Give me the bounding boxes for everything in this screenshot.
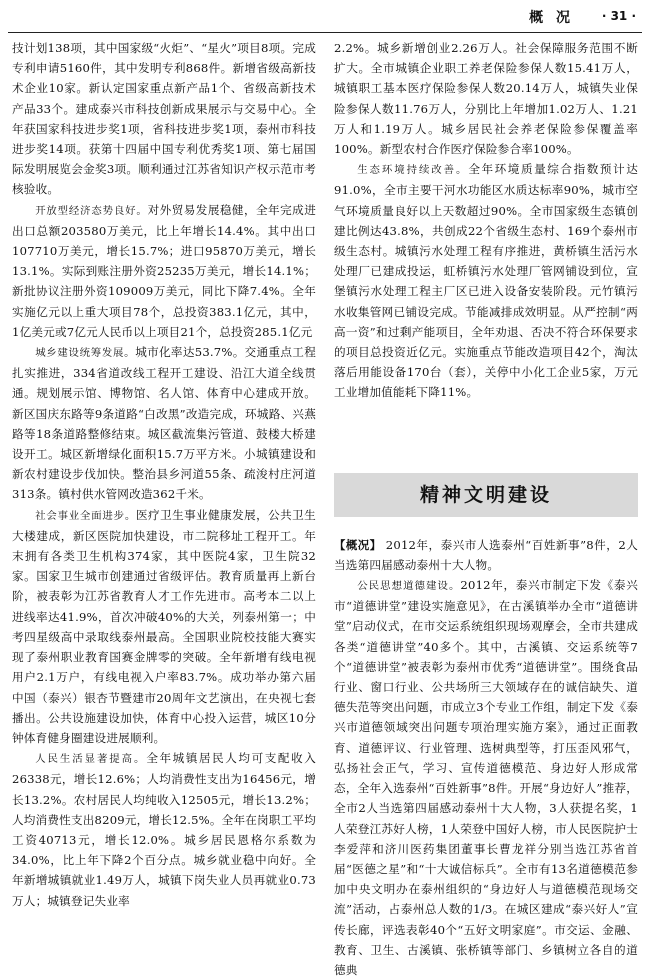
paragraph-overview	[334, 535, 638, 575]
paragraph-lead: 开放型经济态势良好。	[35, 204, 148, 217]
paragraph-lead: 社会事业全面进步。	[35, 509, 137, 522]
header-divider	[8, 32, 642, 33]
right-column	[334, 38, 638, 977]
paragraph-lead: 生态环境持续改善。	[357, 164, 469, 177]
paragraph-lead: 城乡建设统筹发展。	[35, 347, 136, 360]
paragraph-lead: 人民生活显著提高。	[35, 753, 147, 766]
paragraph-environment	[334, 159, 638, 402]
paragraph-social-security: 2.2%。城乡新增创业2.26万人。社会保障服务范围不断扩大。全市城镇企业职工养老保险参保人数15.41万人，城镇职工基本医疗保险参保人数20.14万人，城镇失业保险参保人数11.76万人，分别比上年增加1.02万人、1.21万人和1.19万人。城乡居民社会养老保险参保覆盖率100%。新型农村合作医疗保险参合率100%。	[334, 41, 638, 157]
paragraph-open-economy	[12, 200, 316, 342]
page-header	[0, 0, 650, 30]
paragraph-body: 城市化率达53.7%。交通重点工程扎实推进，334省道改线工程开工建设、沿江大道全线贯通。规划展示馆、博物馆、名人馆、体育中心建成开放。新区国庆东路等9条道路“白改黑”改造完成，环城路、兴燕路等18条道路整修结束。城区截流集污管道、鼓楼大桥建设开工。城区新增绿化面积15.7万平方米。小城镇建设和新农村建设步伐加快。整治县乡河道55条、疏浚村庄河道313条。镇村供水管网改造362千米。	[12, 345, 316, 502]
paragraph-living-standards	[12, 748, 316, 911]
paragraph-urban-rural	[12, 342, 316, 505]
paragraph-moral-building	[334, 575, 638, 980]
section-heading-banner	[334, 473, 638, 517]
section-title: 精神文明建设	[419, 483, 552, 506]
page-number: · 31 ·	[601, 9, 636, 23]
paragraph-body: 全年环境质量综合指数预计达91.0%，全市主要干河水功能区水质达标率90%，城市空气环境质量良好以上天数超过90%。全市国家级生态镇创建比例达43.8%，共创成22个省级生态村、169个泰州市级生态村。城镇污水处理工程有序推进，黄桥镇生活污水处理厂已建成投运，虹桥镇污水处理厂管网铺设到位，宣堡镇污水处理工程主厂区已进入设备安装阶段。元竹镇污水收集管网已铺设完成。节能减排成效明显。从严控制“两高一资”和过剩产能项目，全年劝退、否决不符合环保要求的项目总投资近亿元。实施重点节能改造项目42个，淘汰落后用能设备170台（套），关停中小化工企业5家，万元工业增加值能耗下降11%。	[334, 162, 638, 400]
paragraph-body: 2012年，泰兴市人选泰州“百姓新事”8件，2人当选第四届感动泰州十大人物。	[334, 537, 638, 572]
paragraph-body: 医疗卫生事业健康发展，公共卫生大楼建成，新区医院加快建设，市二院移址工程开工。年末拥有各类卫生机构374家，其中医院4家，卫生院32家。国家卫生城市创建通过省级评估。教育质量再上新台阶，被表彰为江苏省教育人才工作先进市。高考本二以上进线率达41.9%，首次冲破40%的大关，列泰州第一；中考四星级高中录取线泰州最高。全国职业院校技能大赛实现了泰州职业教育国赛金牌零的突破。全年新增有线电视用户2.1万户，有线电视入户率83.7%。成功举办第六届中国（泰兴）银杏节暨建市20周年文艺演出，在央视七套播出。公共设施建设加快，体育中心投入运营，城区10分钟体育健身圈建设进展顺利。	[12, 507, 316, 745]
overview-tag: 【概况】	[334, 537, 382, 552]
left-column	[12, 38, 316, 940]
paragraph-science-tech: 技计划138项，其中国家级“火炬”、“星火”项目8项。完成专利申请5160件，其中发明专利868件。新增省级高新技术企业10家。新认定国家重点新产品1个、省级高新技术产品33个。建成泰兴市科技创新成果展示与交易中心。全年获国家科技进步奖1项，省科技进步奖1项，泰州市科技进步奖14项。获第十四届中国专利优秀奖1项、第七届国际发明展览会金奖3项。顺利通过江苏省知识产权示范市考核验收。	[12, 41, 316, 197]
paragraph-body: 对外贸易发展稳健，全年完成进出口总额203580万美元，比上年增长14.4%。其中出口107710万美元，增长15.7%；进口95870万美元，增长13.1%。实际到账注册外资25235万美元，增长14.1%；新批协议注册外资109009万美元，同比下降7.4%。全年实施亿元以上重大项目78个，总投资383.1亿元，其中，1亿美元或7亿元人民币以上项目21个，总投资285.1亿元	[12, 202, 316, 339]
paragraph-body: 全年城镇居民人均可支配收入26338元，增长12.6%；人均消费性支出为16456元，增长13.2%。农村居民人均纯收入12505元，增长13.2%；人均消费性支出8209元，增长12.5%。全年在岗职工平均工资40713元，增长12.0%。城乡居民恩格尔系数为34.0%，比上年下降2个百分点。城乡就业稳中向好。全年新增城镇就业1.49万人，城镇下岗失业人员再就业0.73万人；城镇登记失业率	[12, 751, 317, 908]
paragraph-lead: 公民思想道德建设。	[357, 580, 461, 593]
paragraph-social-affairs	[12, 505, 316, 748]
running-title: 概 况	[529, 10, 574, 26]
paragraph-body: 2012年，泰兴市制定下发《泰兴市“道德讲堂”建设实施意见》，在古溪镇举办全市“道德讲堂”启动仪式，在市交运系统组织现场观摩会，全市共建成各类“道德讲堂”40多个。其中，古溪镇、交运系统等7个“道德讲堂”被表彰为泰州市优秀“道德讲堂”。围绕食品行业、窗口行业、公共场所三大领域存在的诚信缺失、道德失范等突出问题，市成立3个专业工作组，制定下发《泰兴市道德领域突出问题专项治理实施方案》，通过正面教育、道德评议、行业管理、选树典型等，打压歪风邪气，弘扬社会正气，学习、宣传道德模范、身边好人形成常态，全年入选泰州“百姓新事”8件。开展“身边好人”推荐，全市2人当选第四届感动泰州十大人物，3人获提名奖，1人荣登江苏好人榜，1人荣登中国好人榜，市人民医院护士李爱萍和济川医药集团董事长曹龙祥分别当选江苏省首届“医德之星”和“十大诚信标兵”。全市有13名道德模范参加中央文明办在泰州组织的“身边好人与道德模范现场交流”活动，占泰州总人数的1/3。在城区建成“泰兴好人”宣传长廊，评选表彰40个“五好文明家庭”。市交运、金融、教育、卫生、古溪镇、张桥镇等部门、乡镇树立各自的道德典	[334, 578, 638, 977]
